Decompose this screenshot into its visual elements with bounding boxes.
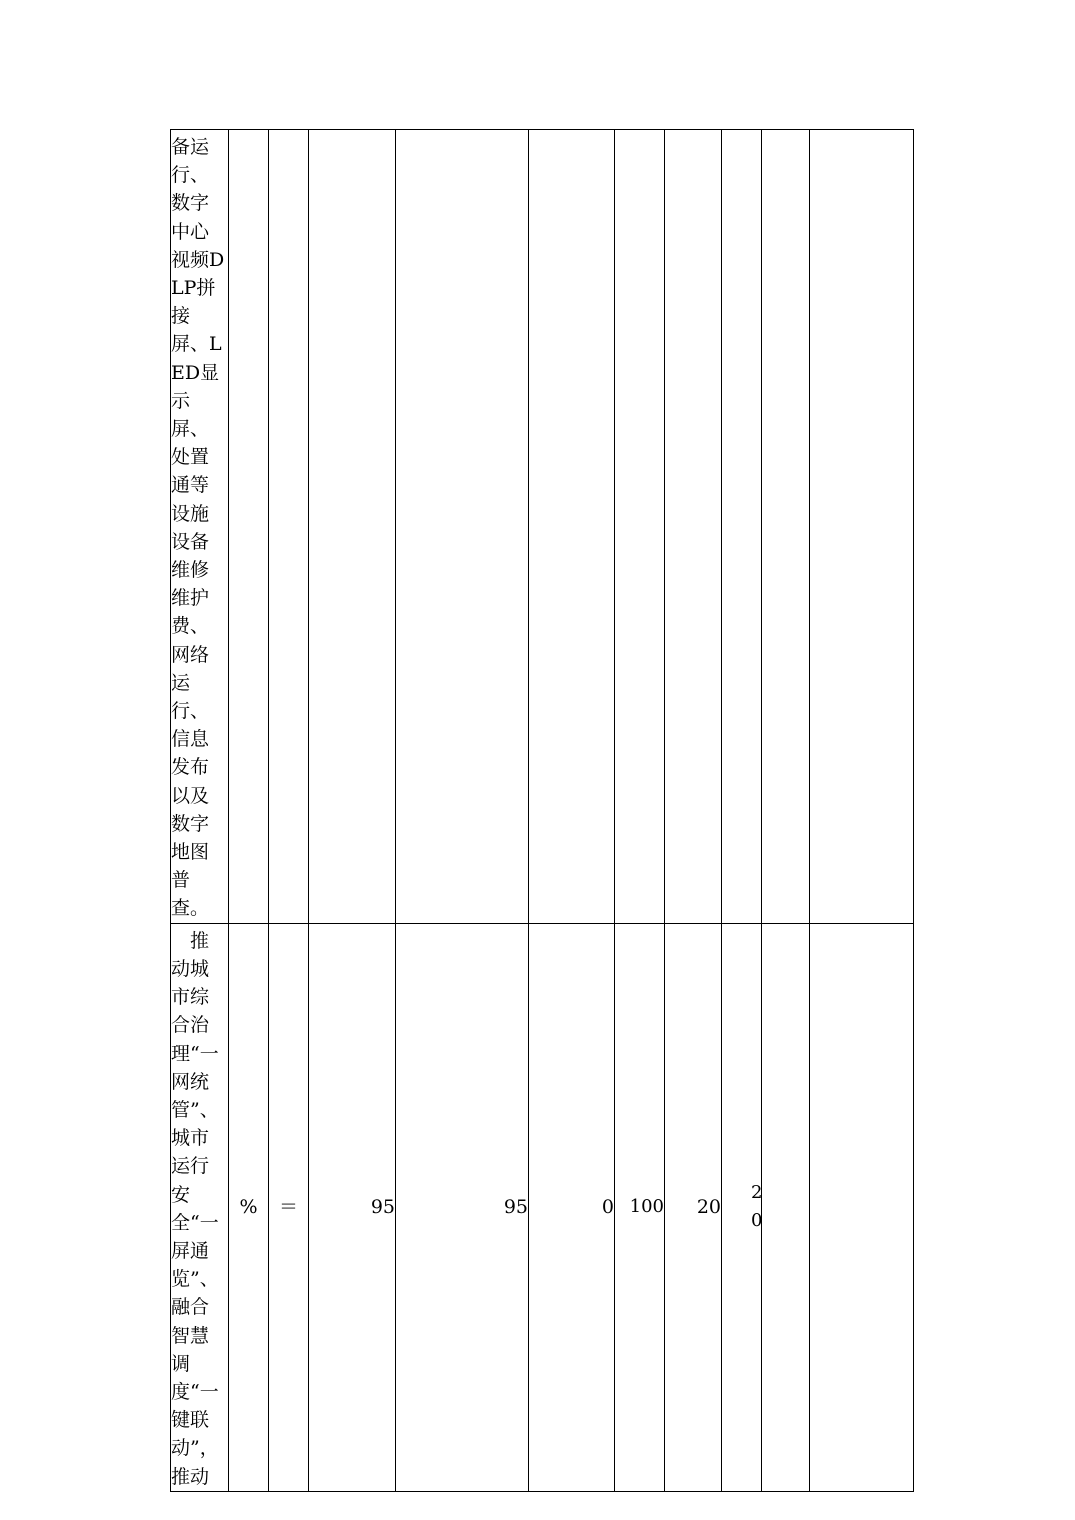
remark-cell [810, 923, 914, 1491]
operator-cell: ＝ [269, 923, 309, 1491]
target-cell: 95 [309, 923, 396, 1491]
target-cell [309, 130, 396, 924]
table-row [171, 130, 914, 924]
description-cell [171, 923, 229, 1491]
score-rate-value: 100 [629, 1196, 664, 1218]
actual-cell: 95 [396, 923, 529, 1491]
description-cell [171, 130, 229, 924]
description-text: 备运行、数字中心视频DLP拼接屏、LED显示屏、处置通等设施设备维修维护费、网络运行、信息发布以及数字地图普查。 [171, 136, 225, 920]
remark-cell [810, 130, 914, 924]
indicator-table [170, 129, 914, 1492]
unit-cell: % [229, 923, 269, 1491]
score-rate-cell [615, 923, 665, 1491]
score-rate-cell [615, 130, 665, 924]
deviation-cell [529, 130, 615, 924]
score-cell [722, 130, 762, 924]
unit-cell [229, 130, 269, 924]
description-text: 推动城市综合治理“一网统管”、城市运行安全“一屏通览”、融合智慧调度“一键联动”，推动 [171, 929, 219, 1488]
weight-cell: 20 [665, 923, 722, 1491]
table-row [171, 923, 914, 1491]
score-cell [722, 923, 762, 1491]
weight-cell [665, 130, 722, 924]
actual-cell [396, 130, 529, 924]
operator-cell [269, 130, 309, 924]
score-value: 20 [751, 1182, 763, 1232]
extra-cell [762, 130, 810, 924]
extra-cell [762, 923, 810, 1491]
deviation-cell: 0 [529, 923, 615, 1491]
